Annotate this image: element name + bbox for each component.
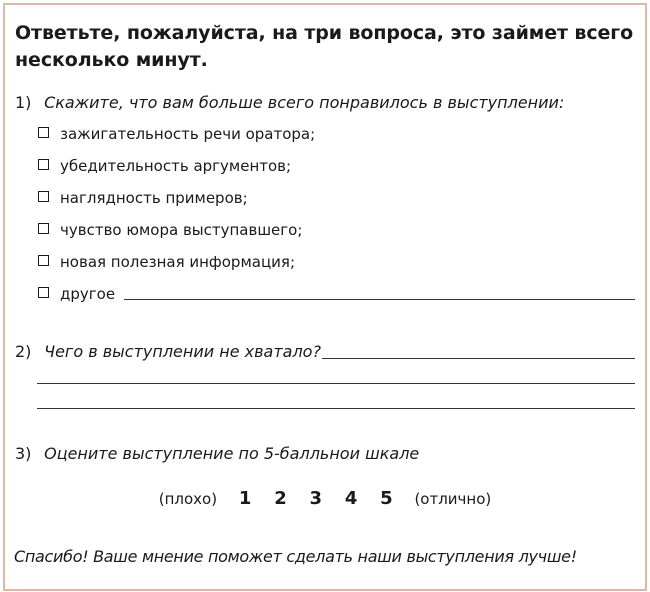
option-checkbox[interactable] (38, 220, 302, 240)
question-1-number: 1) (15, 93, 32, 112)
question-2-text: Чего в выступлении не хватало? (44, 342, 321, 361)
answer-line-2[interactable] (37, 383, 635, 384)
option-label: зажигательность речи оратора; (60, 125, 316, 143)
answer-line-3[interactable] (37, 408, 635, 409)
checkbox-icon[interactable] (38, 287, 49, 298)
rating-scale (0, 488, 650, 509)
rating-option-5[interactable]: 5 (380, 488, 393, 509)
scale-low-label: (плохо) (158, 490, 218, 508)
option-checkbox[interactable] (38, 156, 291, 176)
question-3 (15, 444, 419, 463)
option-checkbox[interactable] (38, 124, 315, 144)
option-label: новая полезная информация; (60, 253, 295, 271)
scale-high-label: (отлично) (414, 490, 492, 508)
survey-title: Ответьте, пожалуйста, на три вопроса, это займет всего несколько минут. (15, 22, 634, 71)
rating-option-2[interactable]: 2 (274, 488, 287, 509)
rating-option-1[interactable]: 1 (238, 488, 252, 509)
checkbox-icon[interactable] (38, 127, 49, 138)
question-1-text: Скажите, что вам больше всего понравилось в выступлении: (44, 93, 565, 112)
question-1 (15, 93, 564, 112)
question-3-number: 3) (15, 444, 32, 463)
answer-line-1[interactable] (322, 358, 635, 359)
question-2-number: 2) (15, 342, 32, 361)
other-answer-line[interactable] (124, 299, 635, 300)
rating-option-4[interactable]: 4 (344, 488, 358, 509)
option-label: наглядность примеров; (60, 189, 248, 207)
option-label: убедительность аргументов; (60, 157, 292, 175)
question-2 (15, 342, 321, 361)
option-checkbox[interactable] (38, 188, 248, 208)
checkbox-icon[interactable] (38, 223, 49, 234)
checkbox-icon[interactable] (38, 191, 49, 202)
footer-thanks: Спасибо! Ваше мнение поможет сделать наши выступления лучше! (14, 547, 577, 566)
option-label: другое (60, 285, 116, 303)
option-label: чувство юмора выступавшего; (60, 221, 303, 239)
question-3-text: Оцените выступление по 5-балльнои шкале (44, 444, 420, 463)
checkbox-icon[interactable] (38, 255, 49, 266)
option-checkbox-other[interactable] (38, 284, 115, 304)
option-checkbox[interactable] (38, 252, 295, 272)
rating-option-3[interactable]: 3 (309, 488, 323, 509)
checkbox-icon[interactable] (38, 159, 49, 170)
